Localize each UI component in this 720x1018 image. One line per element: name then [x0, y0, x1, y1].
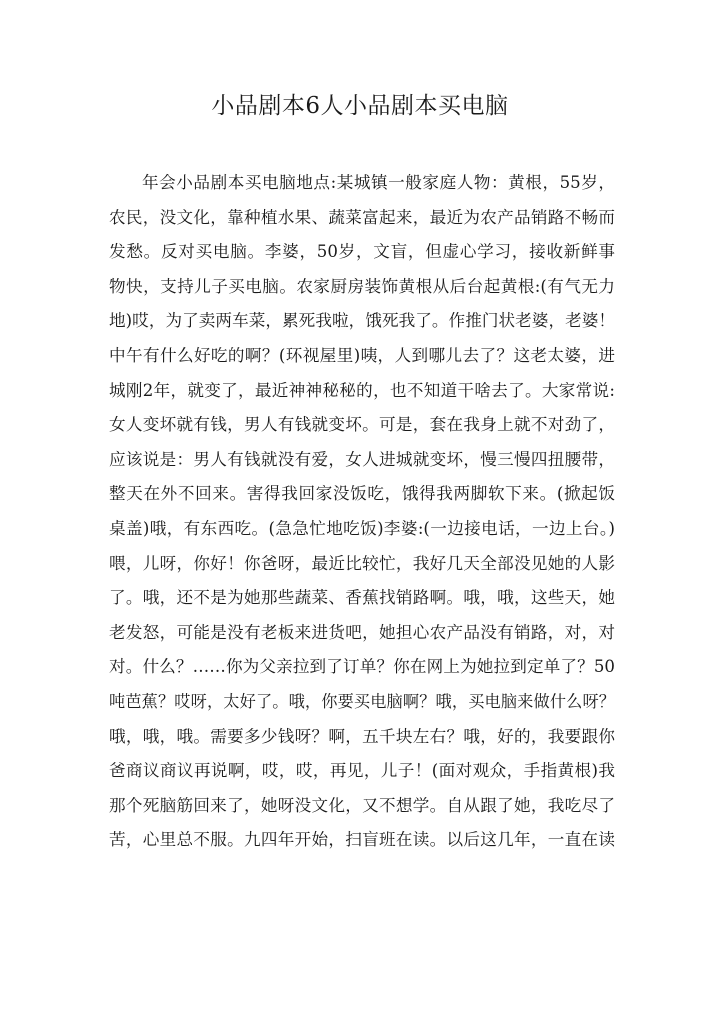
body-text [109, 166, 615, 858]
text-line: 农民，没文化，靠种植水果、蔬菜富起来，最近为农产品销路不畅而 [109, 207, 615, 227]
text-line: 吨芭蕉？哎呀，太好了。哦，你要买电脑啊？哦，买电脑来做什么呀？ [109, 691, 615, 711]
text-line: 哦，哦，哦。需要多少钱呀？啊，五千块左右？哦，好的，我要跟你 [109, 726, 615, 746]
text-line: 地)哎，为了卖两车菜，累死我啦，饿死我了。作推门状老婆，老婆！ [109, 311, 615, 331]
text-line: 物快，支持儿子买电脑。农家厨房装饰黄根从后台起黄根:(有气无力 [109, 276, 615, 296]
text-line: 了。哦，还不是为她那些蔬菜、香蕉找销路啊。哦，哦，这些天，她 [109, 588, 615, 608]
text-line: 对。什么？……你为父亲拉到了订单？你在网上为她拉到定单了？50 [109, 657, 615, 677]
text-line: 老发怒，可能是没有老板来进货吧，她担心农产品没有销路，对，对 [109, 622, 615, 642]
text-line: 爸商议商议再说啊，哎，哎，再见，儿子！(面对观众，手指黄根)我 [109, 761, 615, 781]
text-line: 年会小品剧本买电脑地点:某城镇一般家庭人物：黄根，55岁， [142, 173, 615, 192]
page-title: 小品剧本6人小品剧本买电脑 [211, 93, 509, 119]
text-line: 喂，儿呀，你好！你爸呀，最近比较忙，我好几天全部没见她的人影 [109, 553, 615, 573]
text-line: 桌盖)哦，有东西吃。(急急忙地吃饭)李婆:(一边接电话，一边上台。) [109, 518, 615, 538]
text-line: 女人变坏就有钱，男人有钱就变坏。可是，套在我身上就不对劲了， [109, 415, 615, 435]
text-line: 那个死脑筋回来了，她呀没文化，又不想学。自从跟了她，我吃尽了 [109, 795, 615, 815]
text-line: 发愁。反对买电脑。李婆，50岁，文盲，但虚心学习，接收新鲜事 [109, 242, 615, 262]
text-line: 中午有什么好吃的啊？(环视屋里)咦，人到哪儿去了？这老太婆，进 [109, 345, 615, 365]
text-line: 城刚2年，就变了，最近神神秘秘的，也不知道干啥去了。大家常说: [109, 380, 615, 400]
text-line: 整天在外不回来。害得我回家没饭吃，饿得我两脚软下来。(掀起饭 [109, 484, 615, 504]
text-line: 应该说是：男人有钱就没有爱，女人进城就变坏，慢三慢四扭腰带， [109, 449, 615, 469]
text-line: 苦，心里总不服。九四年开始，扫盲班在读。以后这几年，一直在读 [109, 830, 615, 850]
